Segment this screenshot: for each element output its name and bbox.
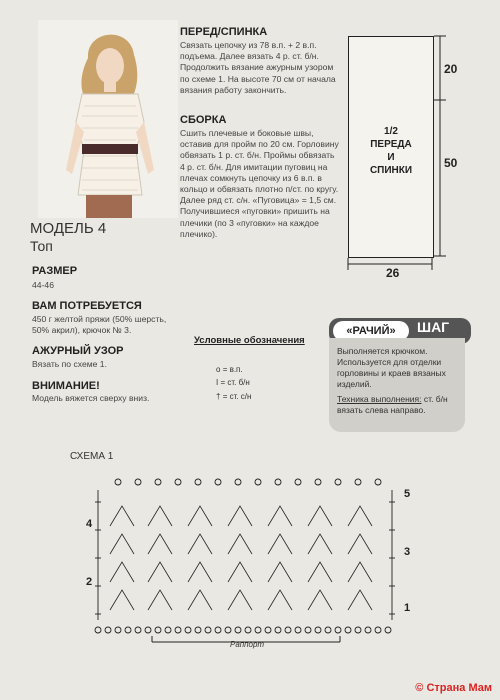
model-photo <box>38 20 178 218</box>
scheme-row-2: 2 <box>86 576 93 588</box>
crochet-scheme <box>90 470 400 648</box>
crochet-scheme-drawing <box>90 470 400 648</box>
scheme-row-3: 3 <box>404 546 411 558</box>
scheme-repeat-label: Раппорт <box>230 640 265 649</box>
openwork-title: АЖУРНЫЙ УЗОР <box>32 345 124 357</box>
attention-title: ВНИМАНИЕ! <box>32 380 100 392</box>
schematic-label-line2: ПЕРЕДА <box>370 139 412 150</box>
schematic-dimension-lines <box>330 28 490 288</box>
crayfish-technique-text: ст. б/н вязать слева направо. <box>337 394 448 415</box>
crayfish-technique-label: Техника выполнения: <box>337 394 422 404</box>
legend-title: Условные обозначения <box>194 335 305 346</box>
crayfish-body <box>329 338 465 432</box>
schematic-label-line3: И <box>387 152 395 163</box>
model-subtitle: Топ <box>30 238 53 254</box>
crayfish-pill: «РАЧИЙ» <box>333 321 409 341</box>
size-value: 44-46 <box>32 280 54 290</box>
crayfish-stitch-box <box>335 320 468 430</box>
legend-label-chain: = в.п. <box>222 365 243 374</box>
scheme-fan-pattern <box>110 506 372 610</box>
crayfish-step: ШАГ <box>417 319 450 335</box>
dc-symbol-icon: † <box>216 392 221 401</box>
legend-item-sc <box>216 378 250 387</box>
front-back-text: Связать цепочку из 78 в.п. + 2 в.п. подъема. Далее вязать 4 р. ст. б/н. Продолжить вязание ажурным узором по схеме 1. На высоте 70 см от начала вязания работу закончить. <box>180 40 336 95</box>
assembly-text: Сшить плечевые и боковые швы, оставив для пройм по 20 см. Горловину обвязать 1 р. ст. б/н. Проймы обвязать 4 р. ст. б/н. Для имитации пуговиц на плечах сомкнуть цепочку из 6 в.п. в кольцо и обвязать плотно п/ст. по кругу. Далее ряд ст. с/н. «Пуговица» = 1,5 см. Получившиеся «пуговки» пришить на плечики (по 3 «пуговки» на каждое плечико). <box>180 128 339 239</box>
materials-text: 450 г желтой пряжи (50% шерсть, 50% акрил), крючок № 3. <box>32 314 167 336</box>
assembly-title: СБОРКА <box>180 114 227 126</box>
scheme-row-1-chain <box>95 627 391 633</box>
watermark: © Страна Мам <box>415 682 492 694</box>
dimension-bottom: 26 <box>386 266 400 280</box>
sc-symbol-icon: I <box>216 378 219 387</box>
scheme-row-5: 5 <box>404 488 411 500</box>
materials-title: ВАМ ПОТРЕБУЕТСЯ <box>32 300 142 312</box>
size-title: РАЗМЕР <box>32 265 78 277</box>
attention-text: Модель вяжется сверху вниз. <box>32 393 150 403</box>
model-photo-illustration <box>38 20 178 218</box>
dimension-top: 20 <box>444 62 458 76</box>
scheme-stitch-columns <box>95 490 395 620</box>
schematic-label-line4: СПИНКИ <box>369 165 413 176</box>
legend-label-sc: = ст. б/н <box>220 378 250 387</box>
openwork-text: Вязать по схеме 1. <box>32 359 107 369</box>
front-back-title: ПЕРЕД/СПИНКА <box>180 26 268 38</box>
scheme-row-1: 1 <box>404 602 411 614</box>
dimension-side: 50 <box>444 156 458 170</box>
scheme-row-4: 4 <box>86 518 93 530</box>
scheme-title: СХЕМА 1 <box>70 451 114 462</box>
legend-item-chain <box>216 365 243 374</box>
legend-item-dc <box>216 392 251 401</box>
scheme-top-chain <box>115 479 381 485</box>
model-title: МОДЕЛЬ 4 <box>30 220 107 237</box>
chain-symbol-icon: o <box>216 365 221 374</box>
crayfish-text: Выполняется крючком. Используется для отделки горловины и краев вязаных изделий. <box>337 346 446 389</box>
legend-label-dc: = ст. с/н <box>222 392 252 401</box>
schematic-label-line1: 1/2 <box>384 126 398 137</box>
